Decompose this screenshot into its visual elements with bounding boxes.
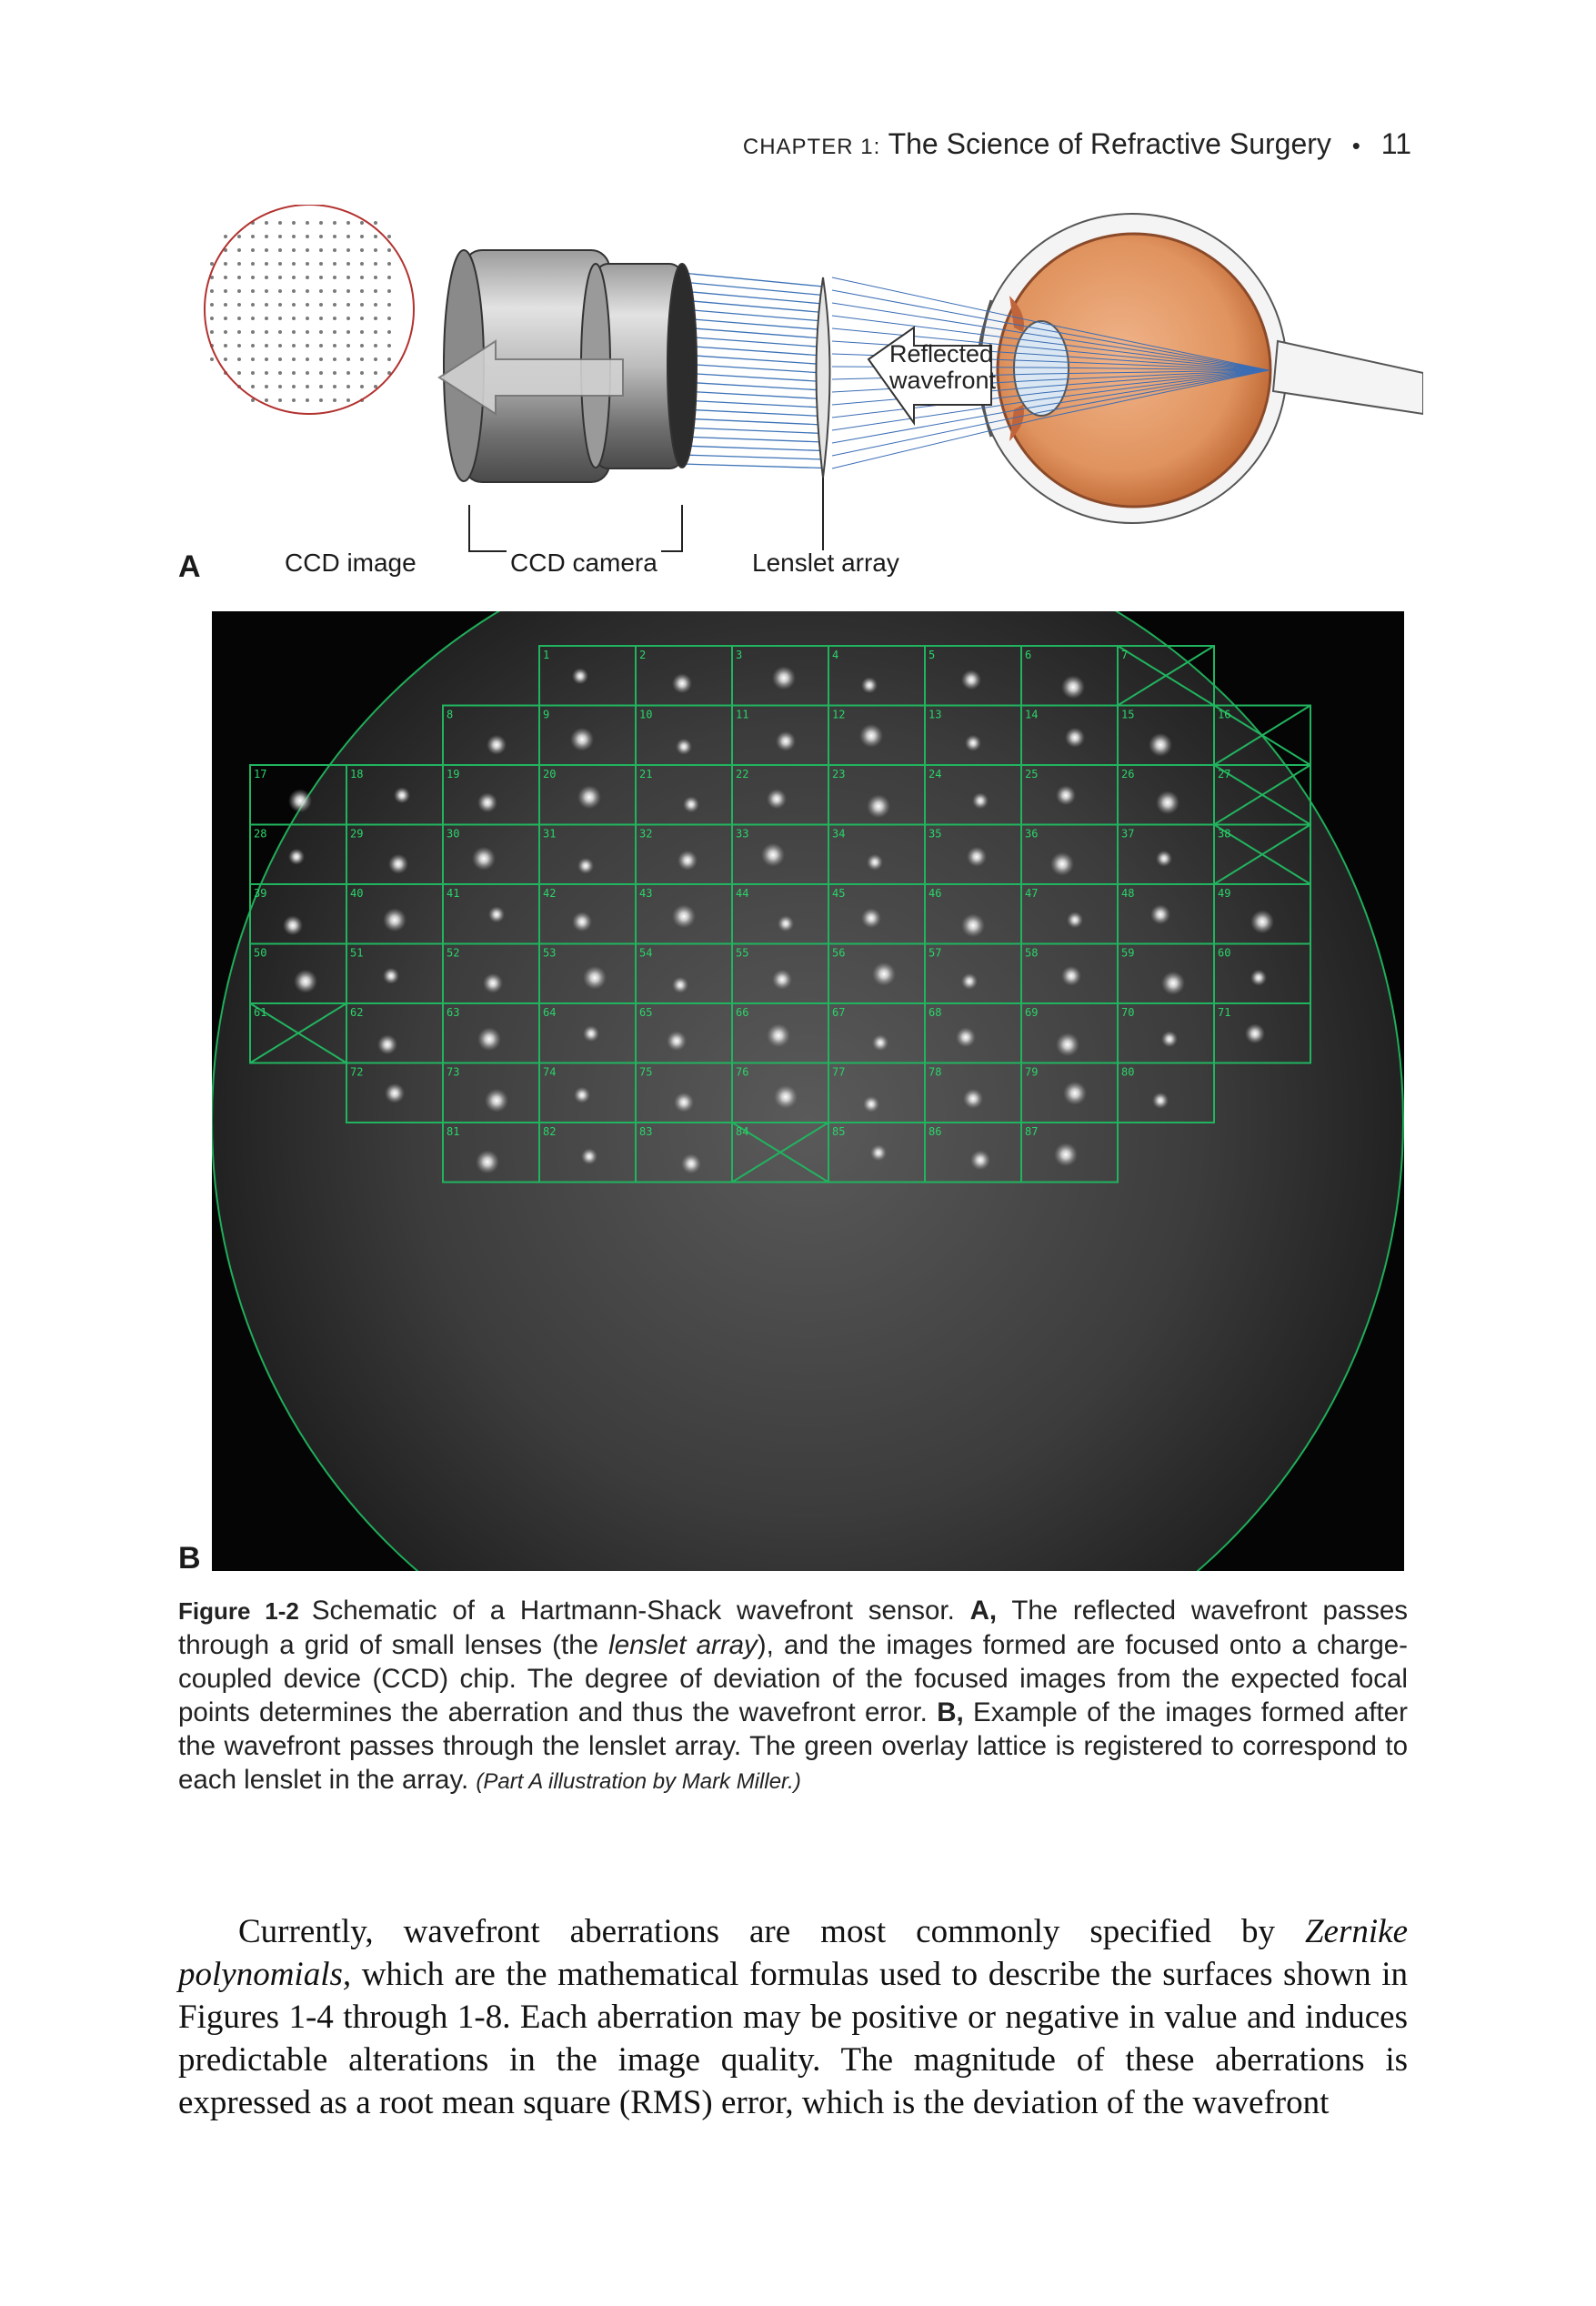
ccd-image-label: CCD image (285, 549, 417, 577)
reflected-wavefront-label (889, 341, 996, 394)
lenslet-number: 64 (543, 1006, 557, 1019)
focal-spot (667, 1031, 687, 1051)
lenslet-number: 52 (447, 946, 460, 960)
lenslet-number: 46 (928, 887, 942, 900)
lenslet-number: 4 (832, 649, 839, 661)
lenslet-number: 70 (1121, 1006, 1135, 1019)
focal-spot (488, 906, 505, 922)
lenslet-number: 55 (736, 946, 749, 960)
focal-spot (485, 1089, 508, 1113)
focal-spot (681, 1153, 701, 1173)
lenslet-number: 42 (543, 887, 557, 900)
focal-spot (572, 911, 592, 931)
focal-spot (477, 792, 497, 812)
focal-spot (1149, 733, 1172, 757)
lenslet-number: 57 (928, 946, 942, 960)
focal-spot (1065, 728, 1085, 748)
focal-spot (1056, 1032, 1079, 1056)
ccd-image (205, 205, 414, 414)
ccd-camera-bracket (468, 505, 683, 552)
lenslet-number: 54 (639, 946, 653, 960)
focal-spot (672, 977, 688, 993)
caption-label-a: A, (969, 1596, 998, 1626)
focal-spot (383, 968, 399, 984)
caption-text-1: Schematic of a Hartmann-Shack wavefront sensor. (311, 1596, 970, 1626)
lenslet-number: 29 (350, 827, 364, 841)
light-rays (682, 273, 823, 468)
figure-part-a (168, 205, 1423, 596)
lenslet-number: 27 (1218, 768, 1231, 780)
focal-spot (394, 787, 410, 803)
lenslet-number: 87 (1025, 1125, 1039, 1138)
focal-spot (961, 913, 985, 937)
focal-spot (1161, 1031, 1178, 1047)
lenslet-number: 77 (832, 1065, 846, 1079)
lenslet-number: 85 (832, 1125, 846, 1138)
lenslet-number: 81 (447, 1125, 460, 1138)
focal-spot (388, 854, 408, 874)
caption-text-4: Example of the images formed after the wavefront passes through the lenslet array. The green overlay lattice is registered to correspond to each lenslet in the array. (178, 1697, 1408, 1795)
focal-spot (377, 1034, 397, 1054)
lenslet-number: 38 (1218, 827, 1231, 841)
focal-spot (972, 792, 989, 809)
reflected-label-line1: Reflected (889, 340, 994, 368)
lenslet-number: 48 (1121, 887, 1135, 900)
focal-spot (676, 739, 692, 755)
focal-spot (1250, 970, 1267, 986)
focal-spot (967, 847, 987, 867)
lenslet-number: 67 (832, 1006, 846, 1019)
lenslet-number: 74 (543, 1065, 557, 1079)
focal-spot (476, 1150, 499, 1173)
focal-spot (583, 1025, 599, 1042)
caption-credit: (Part A illustration by Mark Miller.) (476, 1769, 801, 1794)
focal-spot (1056, 785, 1076, 805)
lenslet-number: 69 (1025, 1006, 1039, 1019)
lenslet-number: 61 (254, 1006, 267, 1019)
lenslet-number: 41 (447, 887, 460, 900)
page-number: 11 (1380, 127, 1411, 160)
focal-spot (863, 1096, 879, 1113)
focal-spot (772, 666, 796, 690)
focal-spot (872, 962, 896, 986)
bullet-separator: • (1351, 132, 1360, 159)
focal-spot (483, 973, 503, 993)
body-term-zernike: Zernike polynomials, (178, 1913, 1408, 1993)
focal-spot (1050, 852, 1074, 876)
lenslet-number: 18 (350, 768, 364, 780)
reflected-label-line2: wavefront (889, 367, 997, 394)
focal-spot (294, 970, 317, 993)
hartmann-shack-spot-image (212, 611, 1404, 1571)
ccd-camera (439, 250, 697, 482)
lenslet-number: 20 (543, 768, 557, 780)
lenslet-number: 5 (928, 649, 936, 661)
focal-spot (288, 849, 305, 865)
focal-spot (574, 1087, 590, 1103)
lenslet-number: 47 (1025, 887, 1039, 900)
focal-spot (767, 1023, 790, 1047)
focal-spot (678, 851, 698, 871)
lenslet-number: 30 (447, 827, 460, 841)
body-paragraph (178, 1910, 1408, 2124)
focal-spot (970, 1150, 990, 1170)
focal-spot (961, 670, 981, 690)
focal-spot (572, 668, 588, 684)
lenslet-number: 23 (832, 768, 846, 780)
figure-part-a-label: A (178, 549, 201, 584)
lenslet-number: 83 (639, 1125, 653, 1138)
lenslet-number: 7 (1121, 649, 1129, 661)
lenslet-number: 49 (1218, 887, 1231, 900)
caption-text-2: The reflected wavefront passes through a grid of small lenses (the (178, 1596, 1408, 1660)
focal-spot (283, 915, 303, 935)
lenslet-number: 1 (543, 649, 550, 661)
focal-spot (472, 847, 496, 871)
focal-spot (872, 1034, 888, 1051)
lenslet-number: 75 (639, 1065, 653, 1079)
lenslet-number: 51 (350, 946, 364, 960)
focal-spot (1061, 966, 1081, 986)
lenslet-number: 28 (254, 827, 267, 841)
focal-spot (761, 843, 785, 867)
wavefront-sensor-schematic (168, 205, 1423, 596)
lenslet-number: 15 (1121, 708, 1135, 721)
lenslet-number: 34 (832, 827, 846, 841)
focal-spot (577, 785, 601, 809)
lenslet-number: 40 (350, 887, 364, 900)
lenslet-number: 66 (736, 1006, 749, 1019)
lenslet-number: 58 (1025, 946, 1039, 960)
lenslet-number: 82 (543, 1125, 557, 1138)
lenslet-number: 84 (736, 1125, 749, 1138)
lenslet-number: 12 (832, 708, 846, 721)
focal-spot (1156, 851, 1172, 867)
figure-caption (178, 1594, 1408, 1798)
focal-spot (477, 1027, 501, 1051)
lenslet-number: 36 (1025, 827, 1039, 841)
lenslet-number: 43 (639, 887, 653, 900)
lenslet-number: 10 (639, 708, 653, 721)
focal-spot (577, 858, 594, 874)
focal-spot (963, 1089, 983, 1109)
focal-spot (870, 1144, 887, 1161)
focal-spot (1156, 790, 1179, 814)
focal-spot (961, 973, 978, 990)
lenslet-number: 19 (447, 768, 460, 780)
ccd-camera-label: CCD camera (507, 549, 661, 578)
focal-spot (776, 731, 796, 751)
focal-spot (570, 728, 594, 751)
focal-spot (1150, 904, 1170, 924)
caption-label-b: B, (937, 1697, 964, 1727)
lenslet-number: 16 (1218, 708, 1231, 721)
lenslet-number: 11 (736, 708, 749, 721)
lenslet-number: 3 (736, 649, 743, 661)
focal-spot (1245, 1023, 1265, 1043)
focal-spot (861, 677, 878, 693)
focal-spot (859, 724, 883, 748)
focal-spot (956, 1027, 976, 1047)
focal-spot (383, 908, 407, 931)
lenslet-number: 31 (543, 827, 557, 841)
lenslet-number: 32 (639, 827, 653, 841)
chapter-label: CHAPTER 1: (742, 135, 881, 159)
lenslet-number: 45 (832, 887, 846, 900)
focal-spot (1152, 1093, 1169, 1109)
lenslet-number: 9 (543, 708, 550, 721)
focal-spot (861, 908, 881, 928)
lenslet-number: 60 (1218, 946, 1231, 960)
lenslet-number: 71 (1218, 1006, 1231, 1019)
body-text-2: which are the mathematical formulas used to describe the surfaces shown in Figures 1-4 through 1-8. Each aberration may be positive or negative in value and induces predictable alterations in the image quality. The magnitude of these aberrations is expressed as a root mean square (RMS) error, which is the deviation of the wavefront (178, 1956, 1408, 2121)
focal-spot (288, 789, 312, 812)
lenslet-number: 44 (736, 887, 749, 900)
focal-spot (672, 673, 692, 693)
lenslet-number: 76 (736, 1065, 749, 1079)
lenslet-number: 53 (543, 946, 557, 960)
figure-part-b-label: B (178, 1541, 201, 1576)
lenslet-number: 8 (447, 708, 454, 721)
lenslet-number: 56 (832, 946, 846, 960)
lenslet-number: 79 (1025, 1065, 1039, 1079)
focal-spot (385, 1083, 405, 1103)
lenslet-number: 86 (928, 1125, 942, 1138)
focal-spot (674, 1093, 694, 1113)
lenslet-number: 14 (1025, 708, 1039, 721)
caption-text-3: ), and the images formed are focused onto a charge-coupled device (CCD) chip. The degree of deviation of the focused images from the expected focal points determines the aberration and thus the wavefront error. (178, 1630, 1408, 1727)
lenslet-number: 6 (1025, 649, 1032, 661)
focal-spot (1161, 972, 1185, 995)
lenslet-number: 24 (928, 768, 942, 780)
focal-spot (672, 904, 696, 928)
focal-spot (774, 1085, 798, 1109)
lenslet-array (817, 277, 830, 550)
lenslet-number: 22 (736, 768, 749, 780)
focal-spot (1061, 675, 1085, 699)
focal-spot (1067, 911, 1083, 928)
focal-spot (1063, 1082, 1087, 1105)
lenslet-number: 73 (447, 1065, 460, 1079)
focal-spot (867, 854, 883, 871)
caption-lenslet-term: lenslet array (608, 1630, 758, 1660)
lenslet-number: 25 (1025, 768, 1039, 780)
lenslet-number: 72 (350, 1065, 364, 1079)
figure-number: Figure 1-2 (178, 1597, 299, 1625)
body-text-1: Currently, wavefront aberrations are most commonly specified by (238, 1913, 1305, 1950)
focal-spot (583, 966, 607, 990)
lenslet-number: 62 (350, 1006, 364, 1019)
lenslet-number: 80 (1121, 1065, 1135, 1079)
running-head (743, 127, 1411, 161)
lenslet-number: 2 (639, 649, 647, 661)
lenslet-array-label: Lenslet array (752, 549, 899, 577)
lenslet-number: 78 (928, 1065, 942, 1079)
figure-part-b (212, 611, 1404, 1571)
lenslet-number: 65 (639, 1006, 653, 1019)
focal-spot (1250, 910, 1274, 933)
lenslet-number: 13 (928, 708, 942, 721)
focal-spot (867, 794, 890, 818)
lenslet-number: 17 (254, 768, 267, 780)
focal-spot (683, 796, 699, 812)
focal-spot (965, 735, 981, 751)
chapter-title: The Science of Refractive Surgery (888, 127, 1331, 160)
lenslet-number: 33 (736, 827, 749, 841)
lenslet-number: 37 (1121, 827, 1135, 841)
focal-spot (767, 789, 787, 809)
lenslet-number: 39 (254, 887, 267, 900)
lenslet-number: 68 (928, 1006, 942, 1019)
focal-spot (1054, 1143, 1078, 1166)
focal-spot (772, 970, 792, 990)
lenslet-number: 59 (1121, 946, 1135, 960)
lenslet-number: 26 (1121, 768, 1135, 780)
focal-spot (487, 735, 507, 755)
focal-spot (778, 915, 794, 931)
lenslet-number: 21 (639, 768, 653, 780)
lenslet-number: 50 (254, 946, 267, 960)
focal-spot (581, 1148, 597, 1164)
lenslet-number: 63 (447, 1006, 460, 1019)
lenslet-number: 35 (928, 827, 942, 841)
